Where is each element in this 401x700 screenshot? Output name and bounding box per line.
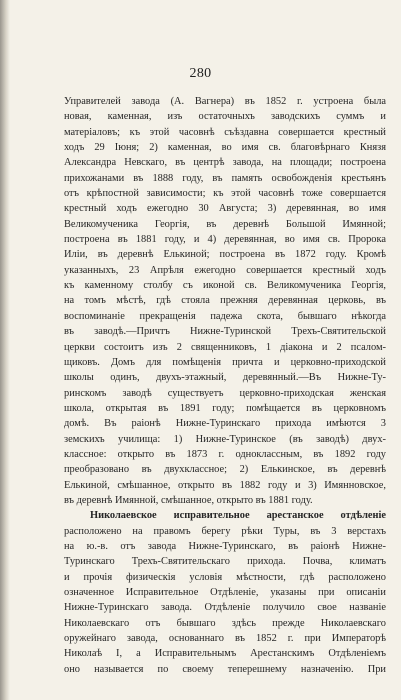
text-line: классное: открыто въ 1873 г. одноклассным, въ 1892 году (64, 448, 386, 460)
paragraph-penal-department (64, 508, 386, 677)
text-line: Нижне-Туринскаго завода. Отдѣленіе получило свое названіе (64, 602, 386, 614)
text-line: Иліи, въ деревнѣ Елькиной; построена въ 1872 году. Кромѣ (64, 249, 386, 261)
text-line: отъ крѣпостной зависимости; къ этой часовнѣ тоже совершается (64, 188, 386, 200)
text-line: на ю.-в. отъ завода Нижне-Туринскаго, въ раіонѣ Нижне- (64, 540, 386, 552)
paragraph-church-history (64, 94, 386, 508)
text-line: Александра Невскаго, въ центрѣ завода, на площади; построена (64, 157, 386, 169)
text-line: и прочія физическія условія мѣстности, гдѣ расположено (64, 571, 386, 583)
text-line: ринскомъ заводѣ существуетъ церковно-приходская женская (64, 387, 386, 399)
text-line: въ деревнѣ Имянной, смѣшанное, открыто въ 1881 году. (64, 494, 313, 506)
text-line: Управителей завода (А. Вагнера) въ 1852 г. устроена была (64, 96, 386, 107)
text-line: въ заводѣ.—Причтъ Нижне-Туринской Трехъ-Святительской (64, 326, 386, 338)
text-line: щиковъ. Домъ для помѣщенія причта и церковно-приходской (64, 356, 386, 368)
text-line: матеріаловъ; къ этой часовнѣ съѣздавна совершается крестный (64, 126, 386, 138)
text-line: означенное Исправительное Отдѣленіе, указаны при описаніи (64, 587, 386, 598)
text-line: Туринскаго Трехъ-Святительскаго прихода. Почва, климатъ (64, 556, 386, 568)
text-line: преобразовано въ двухклассное; 2) Елькинское, въ деревнѣ (64, 464, 386, 476)
text-line: расположено на правомъ берегу рѣки Туры, въ 3 верстахъ (64, 525, 386, 537)
text-line: земскихъ училища: 1) Нижне-Туринское (въ заводѣ) двух- (64, 433, 386, 445)
section-heading: Николаевское исправительное арестанское отдѣленіе (90, 510, 386, 522)
text-line: на томъ мѣстѣ, гдѣ стояла прежняя деревянная церковь, въ (64, 295, 386, 307)
body-text (64, 94, 386, 677)
text-line: новая, каменная, изъ остаточныхъ заводскихъ суммъ и (64, 111, 386, 123)
text-line: прихожанами въ 1888 году, въ память освобожденія крестьянъ (64, 172, 386, 184)
text-line: оно называется по своему теперешнему назначенію. При (64, 663, 386, 675)
text-line: Великомученика Георгія, въ деревнѣ Большой Имянной; (64, 218, 386, 230)
text-line: домѣ. Въ раіонѣ Нижне-Туринскаго прихода имѣются 3 (64, 418, 386, 430)
text-line: школы одинъ, двухъ-этажный, деревянный.—Въ Нижне-Ту- (64, 372, 386, 384)
text-line: церкви состоитъ изъ 2 священниковъ, 1 діакона и 2 псалом- (64, 341, 386, 353)
page-number: 280 (189, 66, 212, 81)
text-line: построена въ 1881 году, и 4) деревянная, во имя св. Пророка (64, 234, 386, 246)
text-line: школа, открытая въ 1891 году; помѣщается въ церковномъ (64, 402, 386, 414)
text-line: воспоминаніе прекращенія падежа скота, бывшаго нѣкогда (64, 310, 386, 322)
text-line: указанныхъ, 23 Апрѣля ежегодно совершается крестный ходъ (64, 264, 386, 276)
text-line: крестный ходъ ежегодно 30 Августа; 3) деревянная, во имя (64, 203, 386, 215)
page-left-edge-shadow (0, 0, 10, 700)
text-line: оружейнаго завода, основаннаго въ 1852 г. при Императорѣ (64, 633, 386, 645)
text-line: ходъ 29 Іюня; 2) каменная, во имя св. благовѣрнаго Князя (64, 142, 386, 154)
text-line: Елькиной, смѣшанное, открыто въ 1882 году и 3) Имянновское, (64, 479, 386, 491)
text-line: Николаѣ I, а Исправительнымъ Арестанскимъ Отдѣленіемъ (64, 648, 386, 660)
text-line: Николаевскаго отъ бывшаго здѣсь прежде Николаевскаго (64, 617, 386, 629)
text-line: къ каменному столбу съ иконой св. Великомученика Георгія, (64, 280, 386, 292)
